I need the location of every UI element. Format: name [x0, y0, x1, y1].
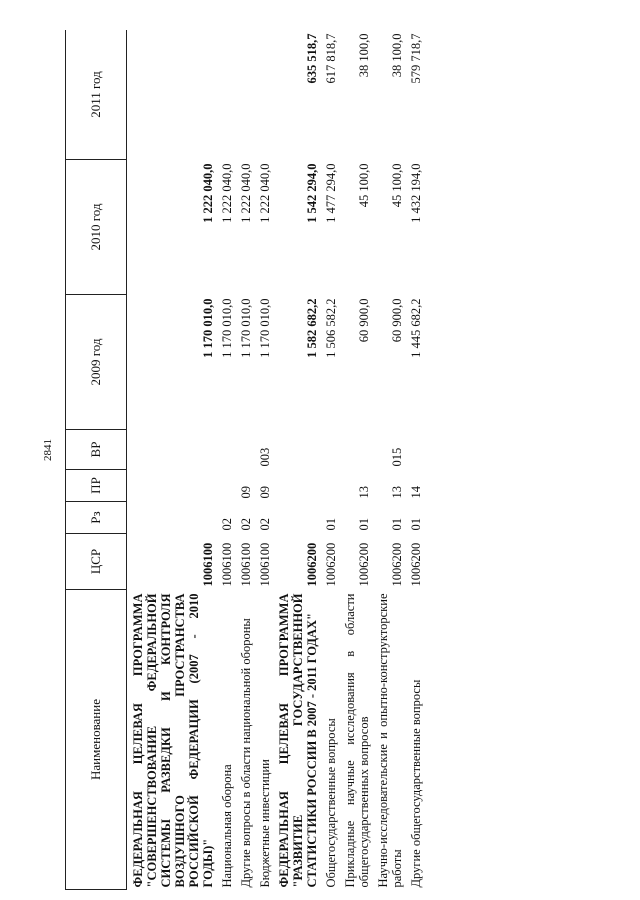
- row-name: Общегосударственные вопросы: [324, 718, 338, 888]
- row-csr: 1006200: [357, 542, 371, 587]
- row-2009: 60 900,0: [390, 298, 404, 343]
- row-name: Национальная оборона: [220, 764, 234, 888]
- column-header-2009: 2009 год: [66, 295, 127, 430]
- row-vr: 015: [390, 447, 404, 467]
- table-row: [256, 30, 275, 890]
- row-rz: 02: [220, 518, 234, 531]
- column-header-pr: ПР: [66, 470, 127, 502]
- row-pr: [218, 470, 237, 502]
- row-2011: [256, 30, 275, 160]
- row-name: Прикладные научные исследования в области общегосударственных вопросов: [343, 593, 371, 888]
- row-2010: 45 100,0: [357, 163, 371, 208]
- table-row: [127, 30, 219, 890]
- row-pr: [127, 470, 219, 502]
- row-vr: [127, 430, 219, 470]
- row-2010: 1 222 040,0: [201, 163, 215, 223]
- row-2010: 1 542 294,0: [305, 163, 319, 223]
- row-2011: 635 518,7: [305, 33, 319, 84]
- rotated-table-area: [65, 30, 575, 890]
- row-rz: [127, 502, 219, 534]
- row-csr: 1006200: [324, 542, 338, 587]
- row-2010: 1 432 194,0: [409, 163, 423, 223]
- row-pr: 09: [239, 486, 253, 499]
- table-header-row: [66, 30, 127, 890]
- row-name: Научно-исследовательские и опытно-конструкторские работы: [376, 593, 404, 888]
- row-2011: 579 718,7: [409, 33, 423, 84]
- row-2011: 617 818,7: [324, 33, 338, 84]
- row-vr: [341, 430, 374, 470]
- row-pr: 13: [357, 486, 371, 499]
- row-rz: 02: [258, 518, 272, 531]
- row-2009: 60 900,0: [357, 298, 371, 343]
- row-2009: 1 582 682,2: [305, 298, 319, 358]
- table-row: [322, 30, 341, 890]
- table-row: [341, 30, 374, 890]
- row-name: Другие общегосударственные вопросы: [409, 679, 423, 888]
- row-2010: 45 100,0: [390, 163, 404, 208]
- row-rz: 02: [239, 518, 253, 531]
- budget-table: [65, 30, 426, 890]
- row-2010: 1 222 040,0: [220, 163, 234, 223]
- row-pr: 14: [409, 486, 423, 499]
- row-csr: 1006100: [239, 542, 253, 587]
- row-vr: 003: [258, 447, 272, 467]
- row-csr: 1006200: [305, 542, 319, 587]
- row-2009: 1 445 682,2: [409, 298, 423, 358]
- page-number: [38, 441, 58, 459]
- row-2009: 1 170 010,0: [201, 298, 215, 358]
- row-vr: [218, 430, 237, 470]
- row-csr: 1006200: [390, 542, 404, 587]
- row-rz: 01: [390, 518, 404, 531]
- row-rz: [275, 502, 322, 534]
- row-2009: 1 170 010,0: [220, 298, 234, 358]
- row-2011: [127, 30, 219, 160]
- row-name: Бюджетные инвестиции: [258, 759, 272, 888]
- row-csr: 1006100: [258, 542, 272, 587]
- row-2010: 1 477 294,0: [324, 163, 338, 223]
- row-2009: 1 170 010,0: [239, 298, 253, 358]
- row-pr: 09: [258, 486, 272, 499]
- table-row: [374, 30, 407, 890]
- row-vr: [407, 430, 426, 470]
- row-vr: [275, 430, 322, 470]
- row-rz: 01: [357, 518, 371, 531]
- row-2009: 1 170 010,0: [258, 298, 272, 358]
- table-row: [218, 30, 237, 890]
- row-name: ФЕДЕРАЛЬНАЯ ЦЕЛЕВАЯ ПРОГРАММА "СОВЕРШЕНСТВОВАНИЕ ФЕДЕРАЛЬНОЙ СИСТЕМЫ РАЗВЕДКИ И КОНТРОЛЯ ВОЗДУШНОГО ПРОСТРАНСТВА РОССИЙСКОЙ ФЕДЕРАЦИИ (2007 - 2010 ГОДЫ)": [131, 593, 215, 888]
- row-vr: [322, 430, 341, 470]
- row-2010: 1 222 040,0: [239, 163, 253, 223]
- row-csr: 1006200: [409, 542, 423, 587]
- row-2011: 38 100,0: [390, 33, 404, 78]
- budget-table-sheet: [65, 30, 575, 890]
- table-row: [407, 30, 426, 890]
- row-2011: [218, 30, 237, 160]
- row-2011: [237, 30, 256, 160]
- row-pr: [275, 470, 322, 502]
- column-header-name: Наименование: [66, 590, 127, 890]
- row-vr: [237, 430, 256, 470]
- row-2009: 1 506 582,2: [324, 298, 338, 358]
- row-2010: 1 222 040,0: [258, 163, 272, 223]
- row-2011: 38 100,0: [357, 33, 371, 78]
- row-name: Другие вопросы в области национальной обороны: [239, 618, 253, 888]
- table-row: [237, 30, 256, 890]
- row-pr: [322, 470, 341, 502]
- column-header-2011: 2011 год: [66, 30, 127, 160]
- column-header-csr: ЦСР: [66, 534, 127, 590]
- column-header-2010: 2010 год: [66, 160, 127, 295]
- row-csr: 1006100: [220, 542, 234, 587]
- row-rz: 01: [409, 518, 423, 531]
- column-header-rz: Рз: [66, 502, 127, 534]
- row-pr: 13: [390, 486, 404, 499]
- row-name: ФЕДЕРАЛЬНАЯ ЦЕЛЕВАЯ ПРОГРАММА "РАЗВИТИЕ ГОСУДАРСТВЕННОЙ СТАТИСТИКИ РОССИИ В 2007 - 2011 ГОДАХ": [277, 593, 319, 888]
- column-header-vr: ВР: [66, 430, 127, 470]
- table-row: [275, 30, 322, 890]
- page-number-text: 2841: [42, 439, 54, 461]
- row-csr: 1006100: [201, 542, 215, 587]
- row-rz: 01: [324, 518, 338, 531]
